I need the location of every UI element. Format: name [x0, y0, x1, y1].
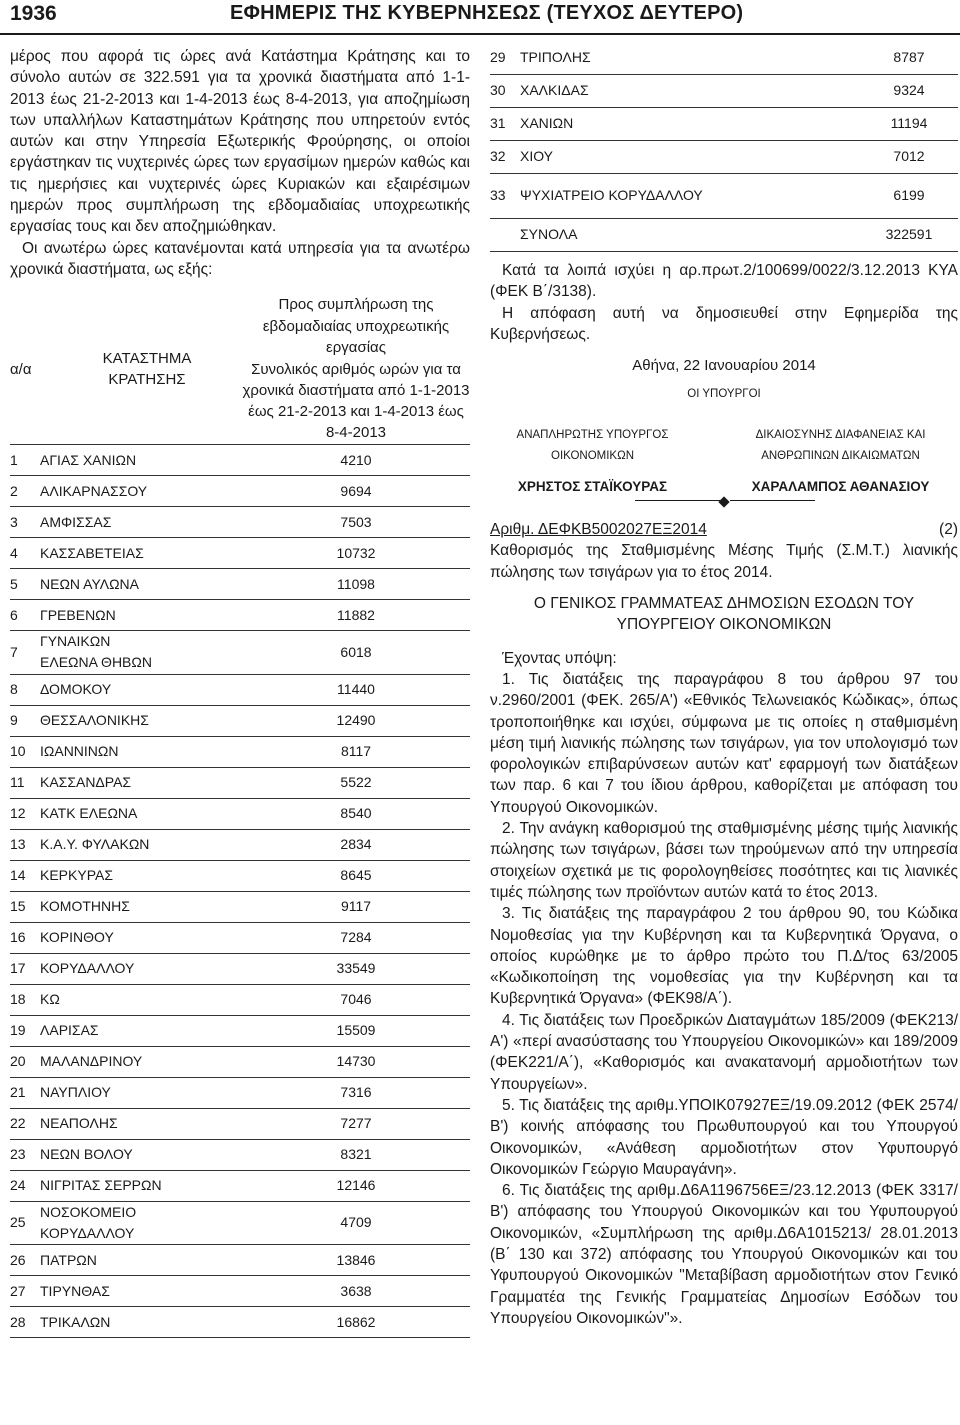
row-number: 3	[10, 513, 18, 530]
place-date: Αθήνα, 22 Ιανουαρίου 2014	[632, 357, 816, 375]
signatory-1-role: ΑΝΑΠΛΗΡΩΤΗΣ ΥΠΟΥΡΓΟΣ ΟΙΚΟΝΟΜΙΚΩΝ	[516, 429, 669, 463]
distribution-paragraph: Οι ανωτέρω ώρες κατανέμονται κατά υπηρεσία για τα ανωτέρω χρονικά διαστήματα, ως εξής:	[10, 239, 470, 278]
publication-paragraph: Η απόφαση αυτή να δημοσιευθεί στην Εφημερίδα της Κυβερνήσεως.	[490, 304, 958, 343]
row-store-name: ΚΟΜΟΤΗΝΗΣ	[40, 898, 130, 915]
row-label	[10, 569, 242, 600]
right-column	[490, 46, 958, 1329]
row-store-name: ΝΙΓΡΙΤΑΣ ΣΕΡΡΩΝ	[40, 1177, 162, 1194]
remaining-valid-paragraph: Κατά τα λοιπά ισχύει η αρ.πρωτ.2/100699/0022/3.12.2013 ΚΥΑ (ΦΕΚ Β΄/3138).	[490, 262, 958, 301]
row-number: 24	[10, 1177, 26, 1194]
table-row	[10, 767, 470, 798]
row-number	[490, 219, 520, 252]
row-store-name: ΜΑΛΑΝΔΡΙΝΟΥ	[40, 1053, 143, 1070]
row-hours: 8645	[242, 860, 470, 891]
row-hours: 11882	[242, 600, 470, 631]
table-row	[490, 75, 958, 108]
row-hours: 7012	[860, 141, 958, 174]
row-number: 2	[10, 482, 18, 499]
row-number: 22	[10, 1115, 26, 1132]
row-store-name: ΤΡΙΚΑΛΩΝ	[40, 1314, 111, 1331]
row-hours: 33549	[242, 953, 470, 984]
row-store-name: ΓΡΕΒΕΝΩΝ	[40, 606, 116, 623]
page-number: 1936	[10, 2, 57, 25]
row-number: 13	[10, 836, 26, 853]
row-label	[10, 445, 242, 476]
row-store-name: ΤΡΙΠΟΛΗΣ	[520, 42, 860, 75]
consideration-item: 3. Τις διατάξεις της παραγράφου 2 του άρθρου 90, του Κώδικα Νομοθεσίας για την Κυβέρνηση και τα Κυβερνητικά Όργανα, ο οποίος κυρώθηκε με το άρθρο πρώτο του Π.Δ/τος 63/2005 «Κωδικοποίηση της νομοθεσίας για την Κυβέρνηση και τα Κυβερνητικά Όργανα» (ΦΕΚ98/Α΄).	[490, 905, 958, 1008]
having-regard-label: Έχοντας υπόψη:	[502, 649, 617, 667]
row-label	[10, 1046, 242, 1077]
row-label	[10, 1077, 242, 1108]
row-store-name: ΚΕΡΚΥΡΑΣ	[40, 867, 113, 884]
row-store-name: ΝΕΑΠΟΛΗΣ	[40, 1115, 118, 1132]
table-row	[10, 445, 470, 476]
row-hours: 9324	[860, 75, 958, 108]
signatory-2	[728, 425, 953, 497]
row-number: 16	[10, 929, 26, 946]
row-number: 32	[490, 141, 520, 174]
row-hours: 6018	[242, 631, 470, 675]
row-label	[10, 705, 242, 736]
row-number: 19	[10, 1022, 26, 1039]
table-row	[10, 829, 470, 860]
row-hours: 11194	[860, 108, 958, 141]
row-hours: 8540	[242, 798, 470, 829]
secretary-title: Ο ΓΕΝΙΚΟΣ ΓΡΑΜΜΑΤΕΑΣ ΔΗΜΟΣΙΩΝ ΕΣΟΔΩΝ ΤΟΥ ΥΠΟΥΡΓΕΙΟΥ ΟΙΚΟΝΟΜΙΚΩΝ	[533, 595, 915, 634]
row-label	[10, 922, 242, 953]
considerations-list	[490, 669, 958, 1329]
row-hours: 7316	[242, 1077, 470, 1108]
row-store-name: ΙΩΑΝΝΙΝΩΝ	[40, 743, 119, 760]
row-label	[10, 1245, 242, 1276]
row-hours: 6199	[860, 174, 958, 219]
row-store-name: ΧΑΛΚΙΔΑΣ	[520, 75, 860, 108]
row-number: 10	[10, 743, 26, 760]
row-hours: 16862	[242, 1307, 470, 1338]
row-store-name: ΤΙΡΥΝΘΑΣ	[40, 1283, 110, 1300]
table-row	[10, 922, 470, 953]
table-row	[10, 798, 470, 829]
intro-paragraph: μέρος που αφορά τις ώρες ανά Κατάστημα Κράτησης και το σύνολο αυτών σε 322.591 για τα χρονικά διαστήματα από 1-1-2013 έως 21-2-2013 και 1-4-2013 έως 8-4-2013, για αποζημίωση των υπαλλήλων Καταστημάτων Κράτησης που υπηρετούν εντός αυτών και στην Υπηρεσία Εξωτερικής Φρούρησης, οι οποίοι εργάστηκαν τις νυχτερινές ώρες των εργασίμων ημερών καθώς και τις ημερήσιες και νυχτερινές ώρες Κυριακών και εξαιρέσιμων ημερών προς συμπλήρωση της εβδομαδιαίας υποχρεωτικής εργασίας τους και δεν αποζημιώθηκαν.	[10, 48, 470, 236]
table-row	[10, 1170, 470, 1201]
table-row	[10, 569, 470, 600]
decision-index: (2)	[939, 521, 958, 539]
row-label	[10, 476, 242, 507]
row-number: 7	[10, 643, 18, 660]
signatory-2-role: ΔΙΚΑΙΟΣΥΝΗΣ ΔΙΑΦΑΝΕΙΑΣ ΚΑΙ ΑΝΘΡΩΠΙΝΩΝ ΔΙΚΑΙΩΜΑΤΩΝ	[755, 429, 926, 463]
signature-block	[490, 355, 958, 494]
header-purpose: Προς συμπλήρωση της εβδομαδιαίας υποχρεωτικής εργασίας	[262, 296, 450, 356]
table-row	[490, 42, 958, 75]
row-store-name: ΛΑΡΙΣΑΣ	[40, 1022, 99, 1039]
table-row	[10, 1108, 470, 1139]
row-store-name: ΑΛΙΚΑΡΝΑΣΣΟΥ	[40, 482, 148, 499]
row-store-name: ΘΕΣΣΑΛΟΝΙΚΗΣ	[40, 712, 149, 729]
row-store-name: Κ.Α.Υ. ΦΥΛΑΚΩΝ	[40, 836, 150, 853]
row-store-name: ΣΥΝΟΛΑ	[520, 219, 860, 252]
hours-table	[10, 294, 470, 1338]
row-hours: 8117	[242, 736, 470, 767]
row-number: 25	[10, 1214, 26, 1231]
row-label	[10, 736, 242, 767]
row-hours: 7503	[242, 507, 470, 538]
table-row	[490, 108, 958, 141]
header-rule	[0, 33, 960, 35]
row-store-name: ΚΑΤΚ ΕΛΕΩΝΑ	[40, 805, 138, 822]
row-number: 14	[10, 867, 26, 884]
row-label	[10, 767, 242, 798]
table-row	[10, 476, 470, 507]
consideration-item: 2. Την ανάγκη καθορισμού της σταθμισμένης μέσης τιμής λιανικής πώλησης των τσιγάρων, βάσει των τηρούμενων από την υπηρεσία στοιχείων σχετικά με τις φορολογηθείσες ποσότητες και τις λιανικές τιμές πώλησης των προϊόντων αυτών κατά το έτος 2013.	[490, 820, 958, 901]
table-row	[10, 631, 470, 675]
row-number: 26	[10, 1252, 26, 1269]
row-label	[10, 1307, 242, 1338]
row-hours: 12146	[242, 1170, 470, 1201]
consideration-item: 5. Τις διατάξεις της αριθμ.ΥΠΟΙΚ07927ΕΞ/19.09.2012 (ΦΕΚ 2574/Β') κοινής απόφασης του Πρωθυπουργού και του Υπουργού Οικονομικών, «Ανάθεση αρμοδιοτήτων στον Υφυπουργό Οικονομικών Γεώργιο Μαυραγάνη».	[490, 1096, 958, 1178]
row-number: 17	[10, 960, 26, 977]
row-label	[10, 1201, 242, 1245]
row-label	[10, 829, 242, 860]
table-row	[490, 174, 958, 219]
table-row	[10, 736, 470, 767]
row-label	[10, 984, 242, 1015]
row-number: 5	[10, 575, 18, 592]
row-store-name: ΚΑΣΣΑΝΔΡΑΣ	[40, 774, 132, 791]
row-store-name: ΧΑΝΙΩΝ	[520, 108, 860, 141]
table-row	[10, 1201, 470, 1245]
row-number: 15	[10, 898, 26, 915]
row-hours: 7284	[242, 922, 470, 953]
row-hours: 13846	[242, 1245, 470, 1276]
diamond-icon	[718, 497, 729, 508]
page-header	[0, 0, 960, 36]
row-hours: 11098	[242, 569, 470, 600]
section-divider	[490, 491, 958, 509]
decision-number-line	[490, 519, 958, 540]
row-store-name: ΝΕΩΝ ΒΟΛΟΥ	[40, 1146, 133, 1163]
header-aa: α/α	[10, 294, 52, 444]
consideration-item: 4. Τις διατάξεις των Προεδρικών Διαταγμάτων 185/2009 (ΦΕΚ213/Α') «περί ανασύστασης του Υπουργείου Οικονομικών» και 189/2009 (ΦΕΚ221/Α΄), «Καθορισμός και ανακατανομή αρμοδιοτήτων των Υπουργείων».	[490, 1011, 958, 1093]
row-number: 33	[490, 174, 520, 219]
row-hours: 8321	[242, 1139, 470, 1170]
gazette-title: ΕΦΗΜΕΡΙΣ ΤΗΣ ΚΥΒΕΡΝΗΣΕΩΣ (ΤΕΥΧΟΣ ΔΕΥΤΕΡΟ)	[230, 2, 744, 24]
table-row	[10, 538, 470, 569]
decision-number: Αριθμ. ΔΕΦΚΒ5002027ΕΞ2014	[490, 521, 707, 539]
table-row	[10, 1245, 470, 1276]
table-row	[10, 860, 470, 891]
row-hours: 11440	[242, 674, 470, 705]
table-header	[10, 294, 470, 358]
row-number: 21	[10, 1084, 26, 1101]
row-label	[10, 1139, 242, 1170]
row-store-name: ΚΑΣΣΑΒΕΤΕΙΑΣ	[40, 544, 144, 561]
row-hours: 15509	[242, 1015, 470, 1046]
table-row	[10, 953, 470, 984]
table-row	[10, 674, 470, 705]
ministers-label: ΟΙ ΥΠΟΥΡΓΟΙ	[687, 388, 761, 401]
row-label	[10, 600, 242, 631]
row-store-name: ΝΕΩΝ ΑΥΛΩΝΑ	[40, 575, 140, 592]
row-hours: 8787	[860, 42, 958, 75]
row-store-name: ΚΟΡΥΔΑΛΛΟΥ	[40, 960, 135, 977]
table-row	[10, 1015, 470, 1046]
table-row	[10, 1139, 470, 1170]
row-number: 27	[10, 1283, 26, 1300]
header-total: Συνολικός αριθμός ωρών για τα χρονικά διαστήματα από 1-1-2013 έως 21-2-2013 και 1-4-2013 έως 8-4-2013	[242, 358, 470, 445]
row-number: 31	[490, 108, 520, 141]
table-row	[10, 1046, 470, 1077]
row-store-name: ΧΙΟΥ	[520, 141, 860, 174]
row-number: 20	[10, 1053, 26, 1070]
row-label	[10, 860, 242, 891]
row-hours: 7277	[242, 1108, 470, 1139]
signatory-2-name: ΧΑΡΑΛΑΜΠΟΣ ΑΘΑΝΑΣΙΟΥ	[751, 478, 930, 494]
table-row	[10, 507, 470, 538]
row-hours: 4210	[242, 445, 470, 476]
table-row	[490, 219, 958, 252]
row-number: 12	[10, 805, 26, 822]
row-number: 30	[490, 75, 520, 108]
row-hours: 5522	[242, 767, 470, 798]
decision-title: Καθορισμός της Σταθμισμένης Μέσης Τιμής (Σ.Μ.Τ.) λιανικής πώλησης των τσιγάρων για το έτος 2014.	[490, 542, 958, 581]
row-label	[10, 798, 242, 829]
signatory-1-name: ΧΡΗΣΤΟΣ ΣΤΑΪΚΟΥΡΑΣ	[517, 478, 668, 494]
row-hours: 4709	[242, 1201, 470, 1245]
row-label	[10, 674, 242, 705]
row-label	[10, 1015, 242, 1046]
row-hours: 12490	[242, 705, 470, 736]
row-hours: 14730	[242, 1046, 470, 1077]
row-label	[10, 631, 242, 675]
row-label	[10, 507, 242, 538]
row-number: 23	[10, 1146, 26, 1163]
row-number: 29	[490, 42, 520, 75]
row-label	[10, 1108, 242, 1139]
table-row	[10, 600, 470, 631]
consideration-item: 1. Τις διατάξεις της παραγράφου 8 του άρθρου 97 του ν.2960/2001 (ΦΕΚ. 265/Α') «Εθνικός Τελωνειακός Κώδικας», όπως τροποποιήθηκε και ισχύει, σύμφωνα με τις οποίες η σταθμισμένη μέση τιμή λιανικής πώλησης των τσιγάρων, για τον υπολογισμό των φορολογικών επιβαρύνσεων αυτών κατ' εφαρμογή των διατάξεων των παρ. 6 και 7 του ίδιου άρθρου, καθορίζεται με απόφαση του Υπουργού Οικονομικών.	[490, 670, 958, 816]
row-store-name: ΚΩ	[40, 991, 60, 1008]
row-number: 9	[10, 712, 18, 729]
row-label	[10, 538, 242, 569]
table-row	[10, 705, 470, 736]
table-row	[10, 984, 470, 1015]
row-store-name: ΑΜΦΙΣΣΑΣ	[40, 513, 112, 530]
row-number: 8	[10, 681, 18, 698]
row-store-name: ΓΥΝΑΙΚΩΝ ΕΛΕΩΝΑ ΘΗΒΩΝ	[40, 633, 152, 671]
consideration-item: 6. Τις διατάξεις της αριθμ.Δ6Α1196756ΕΞ/23.12.2013 (ΦΕΚ 3317/Β') απόφασης του Υπουργού Οικονομικών και του Υφυπουργού Οικονομικών, «Συμπλήρωση της αριθμ.Δ6Α1015213/ 28.01.2013 (Β΄ 130 και 372) απόφασης του Υπουργού Οικονομικών και του Υφυπουργού Οικονομικών "Μεταβίβαση αρμοδιοτήτων στον Γενικό Γραμματέα της Γενικής Γραμματείας Δημοσίων Εσόδων του Υπουργείου Οικονομικών"».	[490, 1182, 958, 1327]
row-label	[10, 1170, 242, 1201]
table-row	[10, 1276, 470, 1307]
row-store-name: ΚΟΡΙΝΘΟΥ	[40, 929, 114, 946]
row-number: 6	[10, 606, 18, 623]
row-store-name: ΨΥΧΙΑΤΡΕΙΟ ΚΟΡΥΔΑΛΛΟΥ	[520, 174, 860, 219]
left-column	[10, 46, 470, 1338]
row-hours: 7046	[242, 984, 470, 1015]
row-hours: 322591	[860, 219, 958, 252]
row-hours: 2834	[242, 829, 470, 860]
row-hours: 3638	[242, 1276, 470, 1307]
row-store-name: ΑΓΙΑΣ ΧΑΝΙΩΝ	[40, 451, 137, 468]
row-label	[10, 953, 242, 984]
signatory-1	[490, 425, 695, 497]
row-hours: 9694	[242, 476, 470, 507]
table-row	[10, 891, 470, 922]
row-hours: 10732	[242, 538, 470, 569]
table-row	[10, 1307, 470, 1338]
row-store-name: ΝΟΣΟΚΟΜΕΙΟ ΚΟΡΥΔΑΛΛΟΥ	[40, 1203, 137, 1242]
table-row	[10, 1077, 470, 1108]
table-row	[490, 141, 958, 174]
header-store: ΚΑΤΑΣΤΗΜΑ ΚΡΑΤΗΣΗΣ	[52, 294, 242, 444]
row-store-name: ΔΟΜΟΚΟΥ	[40, 681, 112, 698]
row-hours: 9117	[242, 891, 470, 922]
hours-table-continued	[490, 42, 958, 252]
row-store-name: ΝΑΥΠΛΙΟΥ	[40, 1084, 111, 1101]
row-number: 28	[10, 1314, 26, 1331]
row-label	[10, 1276, 242, 1307]
row-store-name: ΠΑΤΡΩΝ	[40, 1252, 97, 1269]
row-number: 1	[10, 451, 18, 468]
row-number: 11	[10, 774, 25, 791]
row-number: 18	[10, 991, 26, 1008]
row-label	[10, 891, 242, 922]
row-number: 4	[10, 544, 18, 561]
